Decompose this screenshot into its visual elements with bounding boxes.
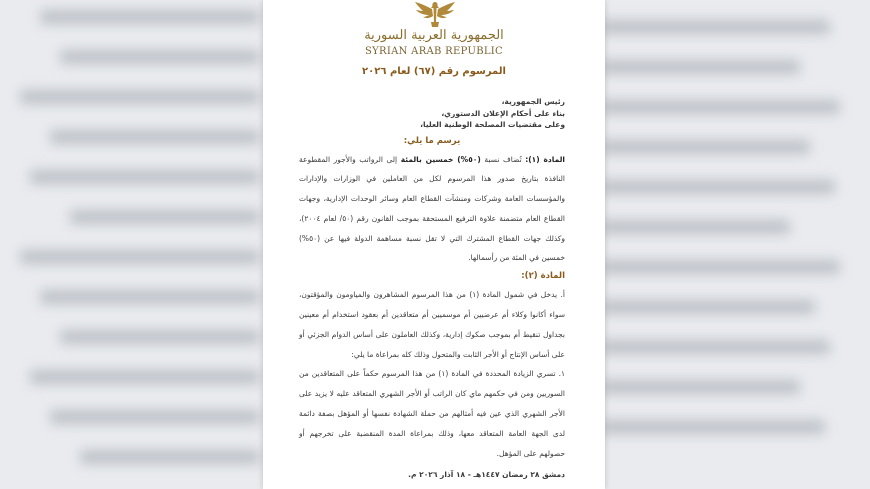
article-2-clause-a: أ. يدخل في شمول المادة (١) من هذا المرسوم المشاهرون والمياومون والمؤقتون، سواء أكانوا وكلاء أم عرضيين أم موسميين أم متعاقدين أم بعقود استخدام أم معينين بجداول تنقيط أم بموجب صكوك إدارية، وكذلك العاملون على أساس الدوام الجزئي أو على أساس الإنتاج أو الأجر الثابت والمتحول وذلك كله بمراعاة ما يلي: — [299, 290, 565, 359]
article-1-emphasis: (٥٠%) خمسين بالمئة — [400, 154, 481, 164]
blurred-background-right — [600, 0, 870, 489]
article-2-clause-1: ١. تسري الزيادة المحددة في المادة (١) من هذا المرسوم حكماً على المتعاقدين من السوريين ومن في حكمهم ماي كان الراتب أو الأجر الشهري المتعاقد عليه لا يزيد على الأجر الشهري الذي عين فيه أمثالهم من حملة الشهادة نفسها أو المؤهل بصفة دائمة لدى الجهة العامة المتعاقد معها، وذلك بمراعاة المدة المنقضية على تخرجهم أو حصولهم على المؤهل. — [299, 369, 565, 458]
article-1-lead: تُضاف نسبة — [480, 154, 522, 164]
preamble-line-interest: وعلى مقتضيات المصلحة الوطنية العليا، — [420, 120, 565, 129]
blurred-background-left — [0, 0, 280, 489]
article-2-heading: المادة (٢): — [521, 271, 565, 282]
english-republic-title: SYRIAN ARAB REPUBLIC — [365, 46, 503, 57]
article-1-text: إلى الرواتب والأجور المقطوعة النافذة بتاريخ صدور هذا المرسوم لكل من العاملين في الوزارات والإدارات والمؤسسات العامة وشركات ومنشآت القطاع العام وسائر الوحدات الإدارية، وجهات القطاع العام متضمنة علاوة الترفيع المستحقة بموجب القانون رقم (٥٠/ لعام ٢٠٠٤)، وكذلك جهات القطاع المشترك التي لا تقل نسبة مساهمة الدولة فيها عن (٥٠%) خمسين في المئة من رأسمالها. — [299, 154, 565, 263]
decree-document — [263, 0, 605, 489]
article-1-paragraph — [299, 150, 565, 269]
article-1-heading: المادة (١): — [525, 154, 565, 164]
preamble-line-constitution: بناء على أحكام الإعلان الدستوري، — [441, 108, 565, 118]
dateline: دمشق ٢٨ رمضان ١٤٤٧هـ - ١٨ آذار ٢٠٢٦ م. — [408, 470, 565, 479]
decree-number: المرسوم رقم (٦٧) لعام ٢٠٢٦ — [362, 66, 506, 77]
arabic-republic-title: الجمهورية العربية السورية — [364, 28, 504, 43]
resolve-line: يرسم ما يلي: — [403, 135, 461, 146]
eagle-emblem-icon — [414, 0, 456, 28]
preamble-line-president: رئيس الجمهورية، — [501, 97, 565, 106]
decree-body — [299, 96, 565, 463]
